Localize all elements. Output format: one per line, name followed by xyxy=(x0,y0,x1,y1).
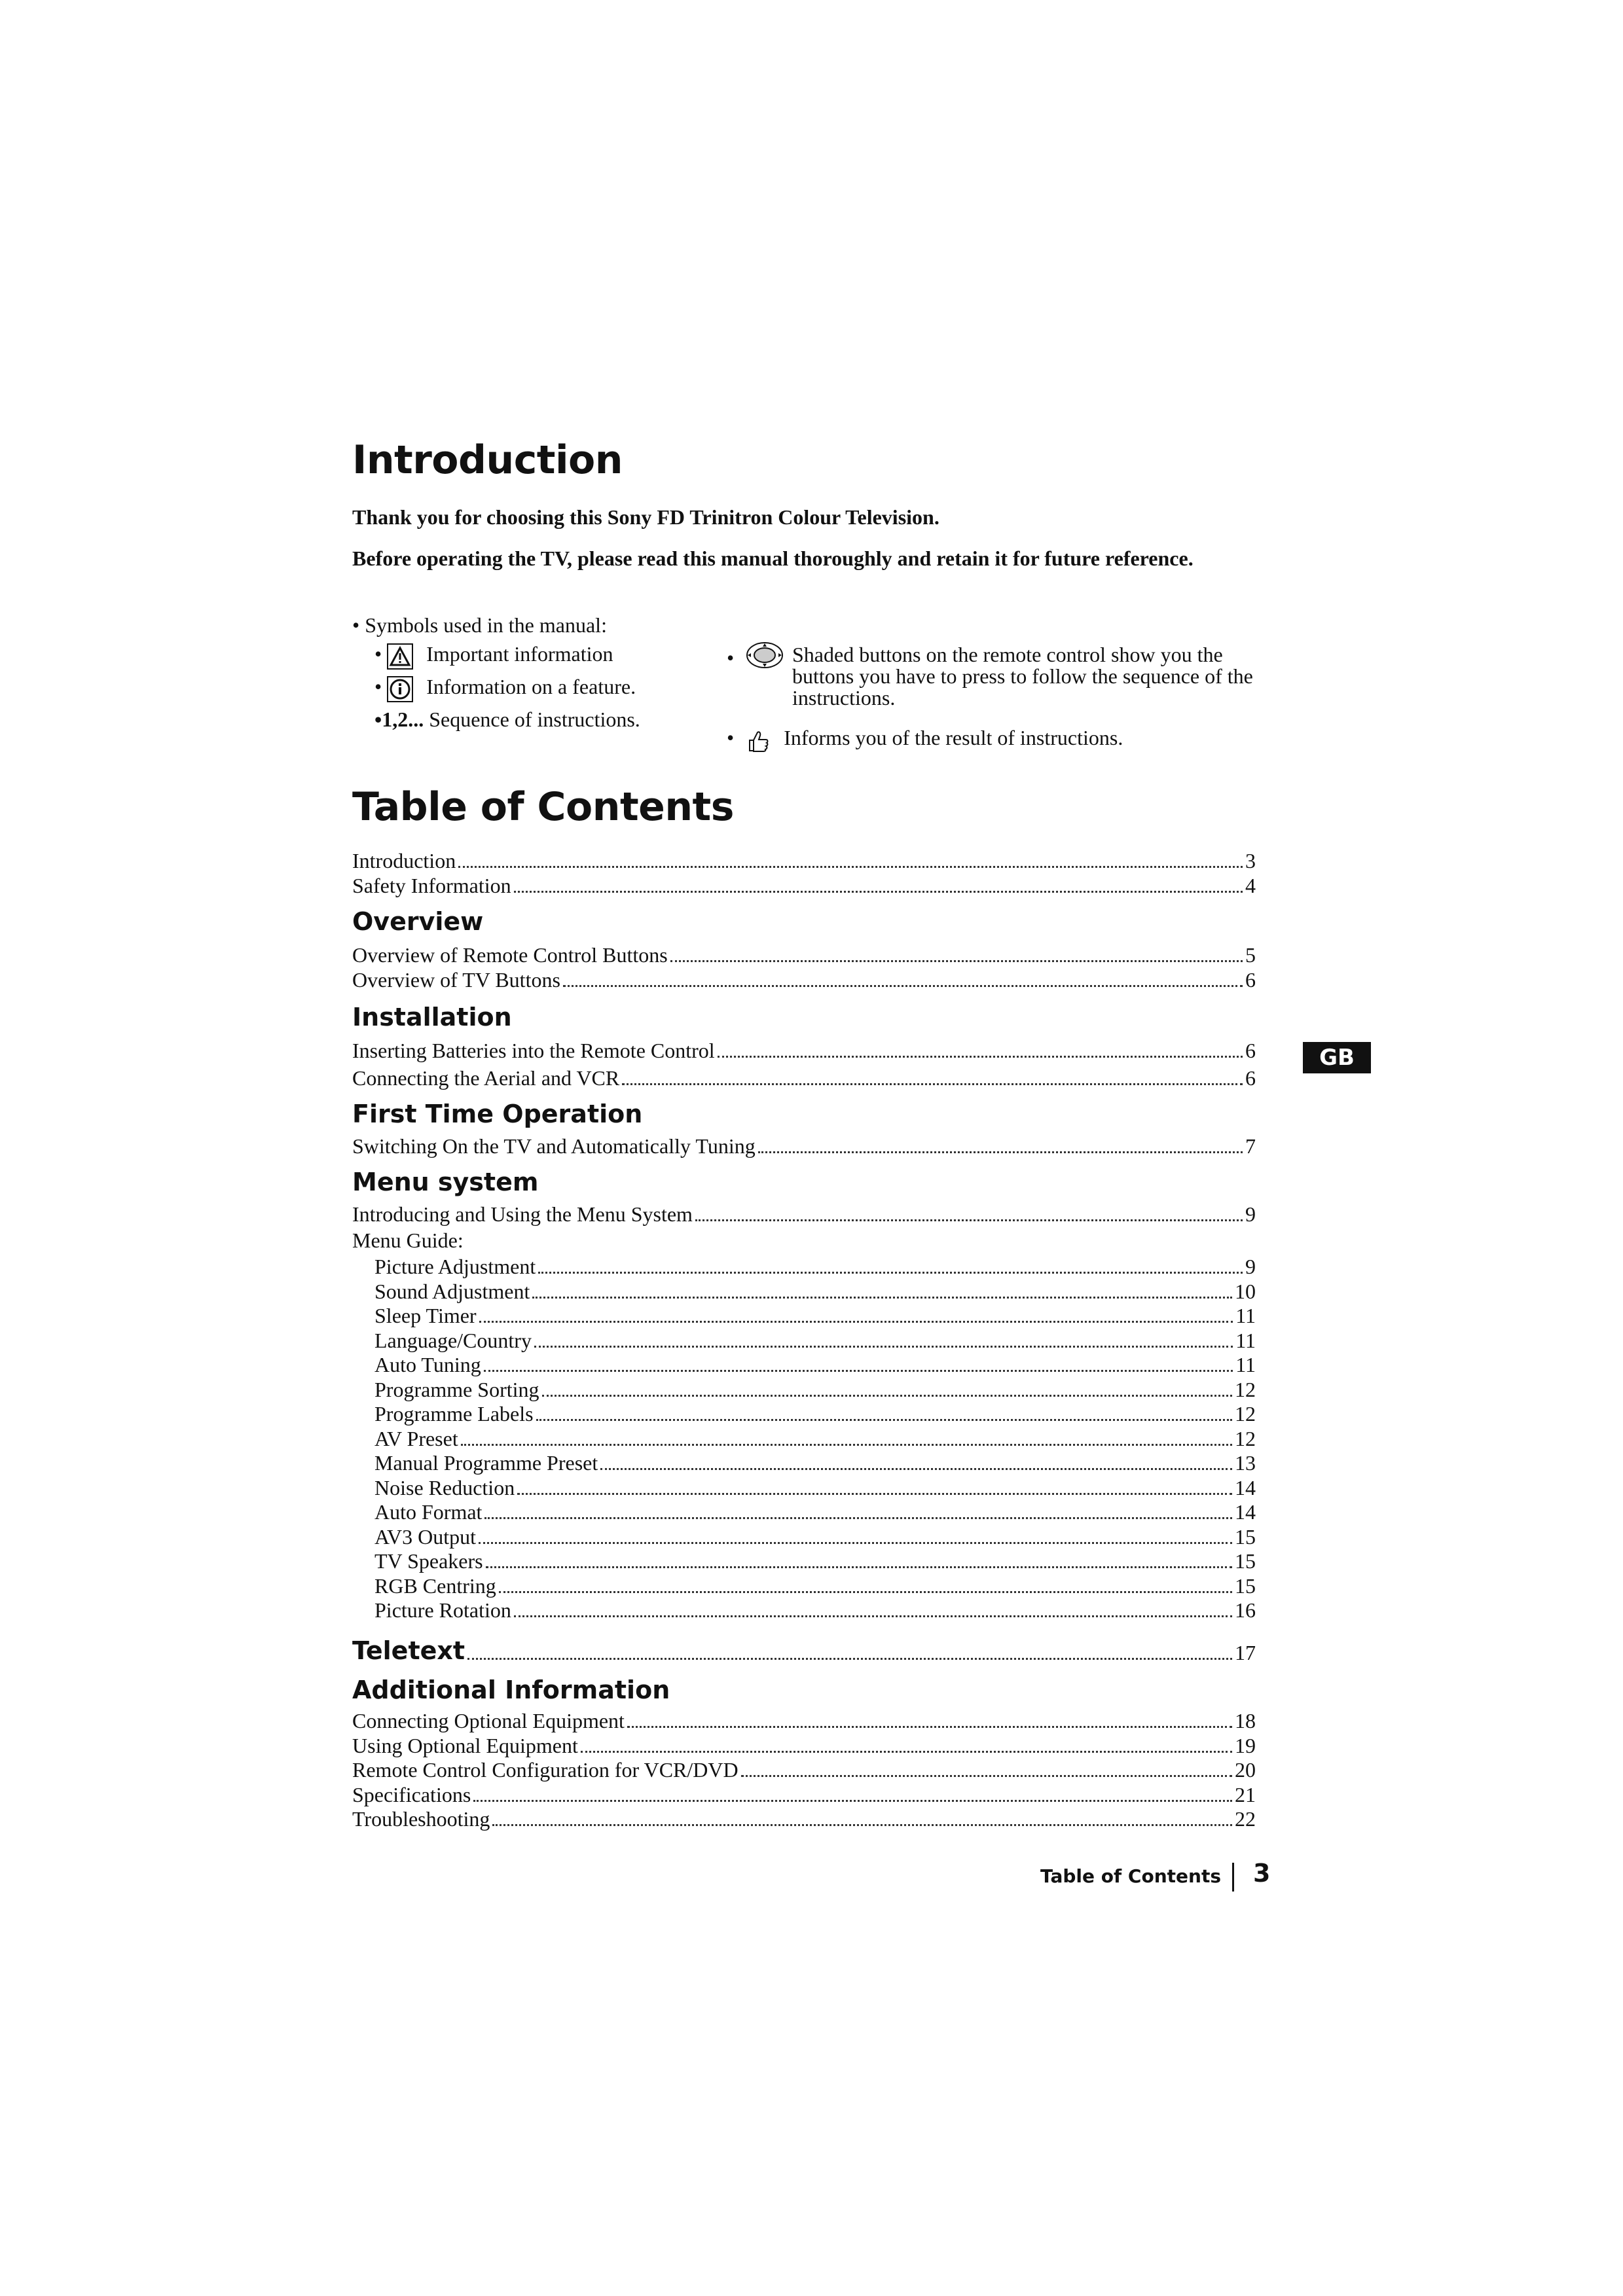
toc-entry-page: 16 xyxy=(1235,1598,1256,1622)
toc-entry-label: RGB Centring xyxy=(374,1574,496,1598)
toc-entry-label: Sound Adjustment xyxy=(374,1280,530,1303)
symbol-important: • Important information xyxy=(374,643,613,670)
toc-entry[interactable] xyxy=(374,1279,1256,1304)
information-label: Information on a feature. xyxy=(426,675,636,698)
toc-entry[interactable] xyxy=(352,1806,1256,1831)
toc-entry-label: Overview of Remote Control Buttons xyxy=(352,943,668,967)
toc-entry-label: Safety Information xyxy=(352,874,511,897)
toc-entry-page: 18 xyxy=(1235,1709,1256,1732)
before-operating-text: Before operating the TV, please read this manual thoroughly and retain it for future reference. xyxy=(352,547,1194,570)
toc-entry-label: Connecting the Aerial and VCR xyxy=(352,1066,620,1090)
toc-entry-page: 6 xyxy=(1245,968,1256,992)
toc-entry-page: 11 xyxy=(1235,1304,1256,1327)
toc-entry-label: Picture Rotation xyxy=(374,1598,511,1622)
toc-entry-label: Overview of TV Buttons xyxy=(352,968,560,992)
symbol-sequence xyxy=(374,708,640,730)
toc-entry[interactable] xyxy=(352,967,1256,992)
info-icon xyxy=(387,676,413,702)
toc-entry-label: Picture Adjustment xyxy=(374,1255,536,1278)
toc-entry[interactable] xyxy=(352,942,1256,967)
section-first-time-operation: First Time Operation xyxy=(352,1100,643,1128)
toc-entry-label: Introducing and Using the Menu System xyxy=(352,1202,693,1226)
toc-entry-label: Connecting Optional Equipment xyxy=(352,1709,625,1732)
page-number: 3 xyxy=(1253,1859,1271,1888)
important-label: Important information xyxy=(426,642,613,666)
toc-entry-label: Introduction xyxy=(352,849,456,872)
warning-icon xyxy=(387,643,413,670)
toc-entry-page: 11 xyxy=(1235,1353,1256,1376)
toc-entry-page: 11 xyxy=(1235,1329,1256,1352)
toc-entry-page: 3 xyxy=(1245,849,1256,872)
toc-entry-page: 22 xyxy=(1235,1807,1256,1831)
toc-entry-label: Auto Format xyxy=(374,1500,483,1524)
thanks-text: Thank you for choosing this Sony FD Trinitron Colour Television. xyxy=(352,505,939,529)
toc-entry[interactable] xyxy=(352,1757,1256,1782)
toc-entry-label: Noise Reduction xyxy=(374,1476,515,1499)
toc-entry[interactable] xyxy=(374,1377,1256,1402)
symbol-result: • Informs you of the result of instructions. xyxy=(727,726,1123,753)
toc-entry-label: Language/Country xyxy=(374,1329,532,1352)
section-additional-information: Additional Information xyxy=(352,1676,670,1704)
toc-entry-page: 12 xyxy=(1235,1402,1256,1426)
toc-entry-page: 9 xyxy=(1245,1202,1256,1226)
toc-entry[interactable] xyxy=(374,1303,1256,1328)
toc-entry[interactable] xyxy=(352,873,1256,898)
toc-entry[interactable] xyxy=(352,848,1256,873)
toc-entry-page: 15 xyxy=(1235,1525,1256,1549)
toc-entry[interactable] xyxy=(352,1038,1256,1063)
toc-entry[interactable] xyxy=(352,1708,1256,1733)
toc-entry-label: Using Optional Equipment xyxy=(352,1734,578,1757)
toc-entry-page: 15 xyxy=(1235,1574,1256,1598)
toc-entry[interactable] xyxy=(352,1733,1256,1758)
toc-entry[interactable] xyxy=(374,1426,1256,1451)
toc-entry-page: 21 xyxy=(1235,1783,1256,1806)
toc-entry[interactable] xyxy=(352,1134,1256,1158)
toc-entry[interactable] xyxy=(352,1202,1256,1227)
toc-entry[interactable] xyxy=(374,1598,1256,1623)
toc-entry[interactable] xyxy=(374,1524,1256,1549)
toc-entry[interactable] xyxy=(374,1328,1256,1353)
menu-guide-label: Menu Guide: xyxy=(352,1229,464,1252)
toc-entry-label: Troubleshooting xyxy=(352,1807,490,1831)
toc-entry[interactable] xyxy=(352,1782,1256,1807)
toc-entry[interactable] xyxy=(374,1475,1256,1500)
symbols-intro: • Symbols used in the manual: xyxy=(352,613,607,637)
remote-button-icon xyxy=(745,640,784,670)
toc-entry-page: 14 xyxy=(1235,1476,1256,1499)
toc-entry-label: Inserting Batteries into the Remote Control xyxy=(352,1039,715,1062)
toc-entry-teletext[interactable] xyxy=(352,1636,1256,1665)
toc-entry-page: 14 xyxy=(1235,1500,1256,1524)
language-tab: GB xyxy=(1303,1042,1371,1073)
section-installation: Installation xyxy=(352,1003,512,1031)
symbol-information: • Information on a feature. xyxy=(374,675,636,702)
toc-entry-label: Auto Tuning xyxy=(374,1353,481,1376)
toc-entry-page: 12 xyxy=(1235,1427,1256,1450)
toc-entry-page: 7 xyxy=(1245,1134,1256,1158)
shaded-label: Shaded buttons on the remote control show you the buttons you have to press to follow the sequence of the instructions. xyxy=(792,643,1253,709)
toc-entry[interactable] xyxy=(374,1254,1256,1279)
toc-entry-page: 12 xyxy=(1235,1378,1256,1401)
toc-entry-label: Remote Control Configuration for VCR/DVD xyxy=(352,1758,739,1782)
intro-heading: Introduction xyxy=(352,437,623,483)
toc-entry[interactable] xyxy=(352,1066,1256,1090)
toc-entry[interactable] xyxy=(374,1450,1256,1475)
toc-entry-page: 13 xyxy=(1235,1451,1256,1475)
toc-entry[interactable] xyxy=(374,1499,1256,1524)
toc-entry[interactable] xyxy=(374,1573,1256,1598)
toc-entry-label: Programme Labels xyxy=(374,1402,534,1426)
section-menu-system: Menu system xyxy=(352,1168,539,1196)
toc-entry-page: 5 xyxy=(1245,943,1256,967)
toc-entry-label: Manual Programme Preset xyxy=(374,1451,598,1475)
toc-entry-page: 4 xyxy=(1245,874,1256,897)
toc-heading: Table of Contents xyxy=(352,784,734,830)
toc-entry-page: 6 xyxy=(1245,1039,1256,1062)
sequence-marker: •1,2... xyxy=(374,708,424,731)
toc-entry[interactable] xyxy=(374,1549,1256,1573)
toc-entry-label: AV3 Output xyxy=(374,1525,476,1549)
toc-entry-page: 9 xyxy=(1245,1255,1256,1278)
footer-section-label: Table of Contents xyxy=(1040,1865,1221,1887)
toc-entry-label: Switching On the TV and Automatically Tuning xyxy=(352,1134,756,1158)
toc-entry-label: Sleep Timer xyxy=(374,1304,477,1327)
toc-entry-page: 19 xyxy=(1235,1734,1256,1757)
section-teletext: Teletext xyxy=(352,1636,465,1665)
thumbs-up-icon xyxy=(744,727,771,753)
toc-entry-page: 17 xyxy=(1235,1641,1256,1664)
toc-entry-page: 10 xyxy=(1235,1280,1256,1303)
toc-entry-page: 6 xyxy=(1245,1066,1256,1090)
toc-entry-label: Programme Sorting xyxy=(374,1378,539,1401)
toc-entry-label: AV Preset xyxy=(374,1427,458,1450)
toc-entry-page: 20 xyxy=(1235,1758,1256,1782)
toc-entry-label: TV Speakers xyxy=(374,1549,483,1573)
section-overview: Overview xyxy=(352,907,484,936)
toc-entry[interactable] xyxy=(374,1352,1256,1377)
symbol-shaded: • Shaded buttons on the remote control show you the buttons you have to press to follow the sequence of the instructions. xyxy=(727,644,1277,709)
informs-label: Informs you of the result of instructions. xyxy=(784,726,1123,749)
footer-divider xyxy=(1232,1863,1234,1892)
toc-entry-label: Specifications xyxy=(352,1783,471,1806)
toc-entry-page: 15 xyxy=(1235,1549,1256,1573)
sequence-label: Sequence of instructions. xyxy=(429,708,640,731)
toc-entry[interactable] xyxy=(374,1401,1256,1426)
